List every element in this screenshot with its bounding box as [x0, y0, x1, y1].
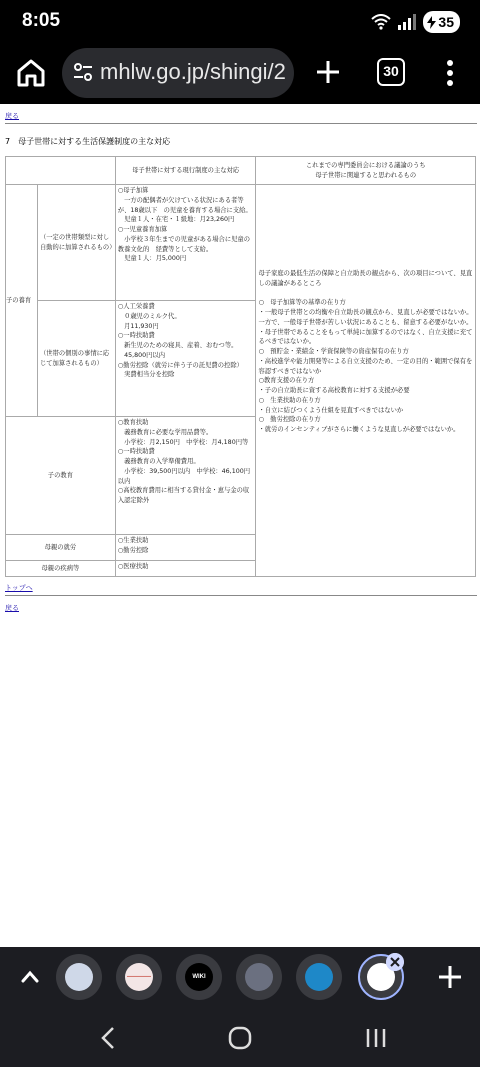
text-line: ○高校教育費用に相当する貸付金・恵与金の収入認定除外 [117, 487, 250, 504]
text-line: 新生児のための寝具、産着、おむつ等。 [117, 342, 238, 349]
text-line: ○ 勤労控除の在り方 [258, 416, 321, 424]
back-icon[interactable] [98, 1026, 118, 1050]
back-link-bottom[interactable]: 戻る [5, 604, 19, 612]
text-line: ○一時扶助費 [117, 448, 155, 456]
tab-strip [0, 947, 480, 1009]
tab-thumb-2[interactable] [116, 954, 162, 1000]
chevron-up-icon[interactable] [18, 965, 42, 989]
discussion-content [256, 185, 476, 577]
text-line: 児童１人・在宅・１級地：月23,260円 [117, 216, 235, 224]
group-label-child-rearing: 子の養育 [6, 185, 38, 417]
text-line: ○一児童養育加算 [117, 226, 168, 233]
text-line: ○人工栄養費 [117, 303, 155, 310]
text-line: ・高校進学や能力開発等による自立支援のため、一定の目的・範囲で保有を容認すべきではないか [258, 357, 473, 375]
tab-favicon [305, 963, 333, 991]
row-content [115, 561, 256, 577]
text-line: ○勤労控除（就労に伴う子の託児費の控除） [117, 361, 243, 369]
close-tab-icon[interactable] [386, 953, 404, 971]
text-line: 児童１人：月5,000円 [117, 255, 187, 263]
text-line: 義務教育の入学準備費用。 [117, 458, 200, 465]
row-label: （世帯の個別の事情に応じて加算されるもの） [37, 301, 115, 417]
charging-icon [427, 16, 436, 29]
text-line: 月11,930円 [117, 322, 159, 330]
top-link[interactable]: トップへ [5, 584, 33, 592]
text-line: ○ 母子加算等の基準の在り方 [258, 299, 346, 307]
text-line: ・自立に結びつくよう仕組を見直すべきではないか [258, 406, 404, 414]
tab-switcher-button[interactable]: 30 [377, 58, 405, 86]
add-tab-icon[interactable] [437, 964, 463, 990]
system-nav-bar [0, 1009, 480, 1067]
more-menu-icon[interactable] [440, 58, 460, 88]
tab-thumb-4[interactable] [236, 954, 282, 1000]
signal-icon [397, 14, 417, 30]
home-circle-icon[interactable] [228, 1026, 252, 1050]
policy-table [5, 156, 476, 577]
text-line: ・一般母子世帯との均衡や自立助長の観点から、見直しが必要ではないか。一方で、一般母子世帯が苦しい状況にあることも、留意する必要がないか。 [258, 309, 473, 326]
text-line: ○母子加算 [117, 187, 149, 194]
tab-thumb-3[interactable] [176, 954, 222, 1000]
battery-level: 35 [438, 14, 454, 30]
table-header-discussion: これまでの専門委員会における議論のうち 母子世帯に関連すると思われるもの [256, 157, 476, 185]
text-line: 母子家庭の最低生活の保障と自立助長の観点から、次の項目について、見直しの議論があるところ [258, 270, 473, 287]
text-line: ０歳児のミルク代。 [117, 312, 181, 320]
table-header-row [6, 157, 476, 185]
site-settings-icon[interactable] [72, 61, 94, 83]
row-content [115, 417, 256, 535]
text-line: ○教育扶助 [117, 419, 149, 426]
url-text: mhlw.go.jp/shingi/2 [100, 59, 286, 84]
text-line: ・母子世帯であることをもって単純に加算するのではなく、自立支援に充てるべきではないか。 [258, 328, 473, 346]
text-line: ○医療扶助 [117, 563, 149, 570]
tab-favicon: ———— [125, 963, 153, 991]
row-label: 母親の疾病等 [6, 561, 116, 577]
table-header-empty [6, 157, 116, 185]
table-row [6, 185, 476, 301]
text-line: ・子の自立助長に資する高校教育に対する支援が必要 [258, 387, 410, 394]
status-icons [371, 11, 460, 33]
row-content [115, 301, 256, 417]
tab-favicon: WIKI [185, 963, 213, 991]
back-link[interactable]: 戻る [5, 112, 19, 120]
section-title: 7 母子世帯に対する生活保護制度の主な対応 [5, 137, 171, 146]
text-line: ○勤労控除 [117, 546, 149, 554]
status-bar [0, 0, 480, 44]
new-tab-icon[interactable] [312, 56, 344, 88]
divider [5, 123, 477, 124]
row-label: （一定の世帯類型に対し自動的に加算されるもの） [37, 185, 115, 301]
text-line: 小学校：39,500円以内 中学校：46,100円以内 [117, 467, 251, 485]
browser-toolbar [0, 44, 480, 104]
text-line: 45,800円以内 [117, 351, 166, 359]
tab-thumb-5[interactable] [296, 954, 342, 1000]
text-line: ・就労のインセンティブがさらに働くような見直しが必要ではないか。 [258, 426, 460, 433]
text-line: 小学校：月2,150円 中学校：月4,180円等 [117, 438, 249, 446]
tab-thumb-1[interactable] [56, 954, 102, 1000]
text-line: ○教育支援の在り方 [258, 377, 315, 385]
web-page [0, 104, 480, 947]
text-line: 義務教育に必要な学用品費等。 [117, 428, 213, 436]
url-bar[interactable] [62, 48, 294, 98]
divider [5, 595, 477, 596]
text-line: ○ 生業扶助の在り方 [258, 396, 321, 404]
wifi-icon [371, 14, 391, 30]
row-label: 子の教育 [6, 417, 116, 535]
tab-favicon [245, 963, 273, 991]
text-line: ○一時扶助費 [117, 332, 155, 340]
table-header-current: 母子世帯に対する現行制度の主な対応 [115, 157, 256, 185]
row-content [115, 535, 256, 561]
row-label: 母親の就労 [6, 535, 116, 561]
home-icon[interactable] [14, 56, 48, 90]
clock: 8:05 [22, 10, 61, 31]
text-line: ○生業扶助 [117, 537, 149, 544]
text-line: 小学校３年生までの児童がある場合に児童の教養文化的 経費等として支給。 [117, 235, 251, 253]
row-content [115, 185, 256, 301]
text-line [258, 289, 473, 299]
text-line: ○ 預貯金・業績金・学資保険等の資産保有の在り方 [258, 348, 409, 355]
text-line: 実費相当分を控除 [117, 371, 175, 379]
recent-apps-icon[interactable] [364, 1026, 388, 1050]
tab-favicon [65, 963, 93, 991]
battery-indicator [423, 11, 460, 33]
text-line: 一方の配偶者が欠けている状況にある者等が、18歳以下 の児童を養育する場合に支給。 [117, 196, 252, 214]
